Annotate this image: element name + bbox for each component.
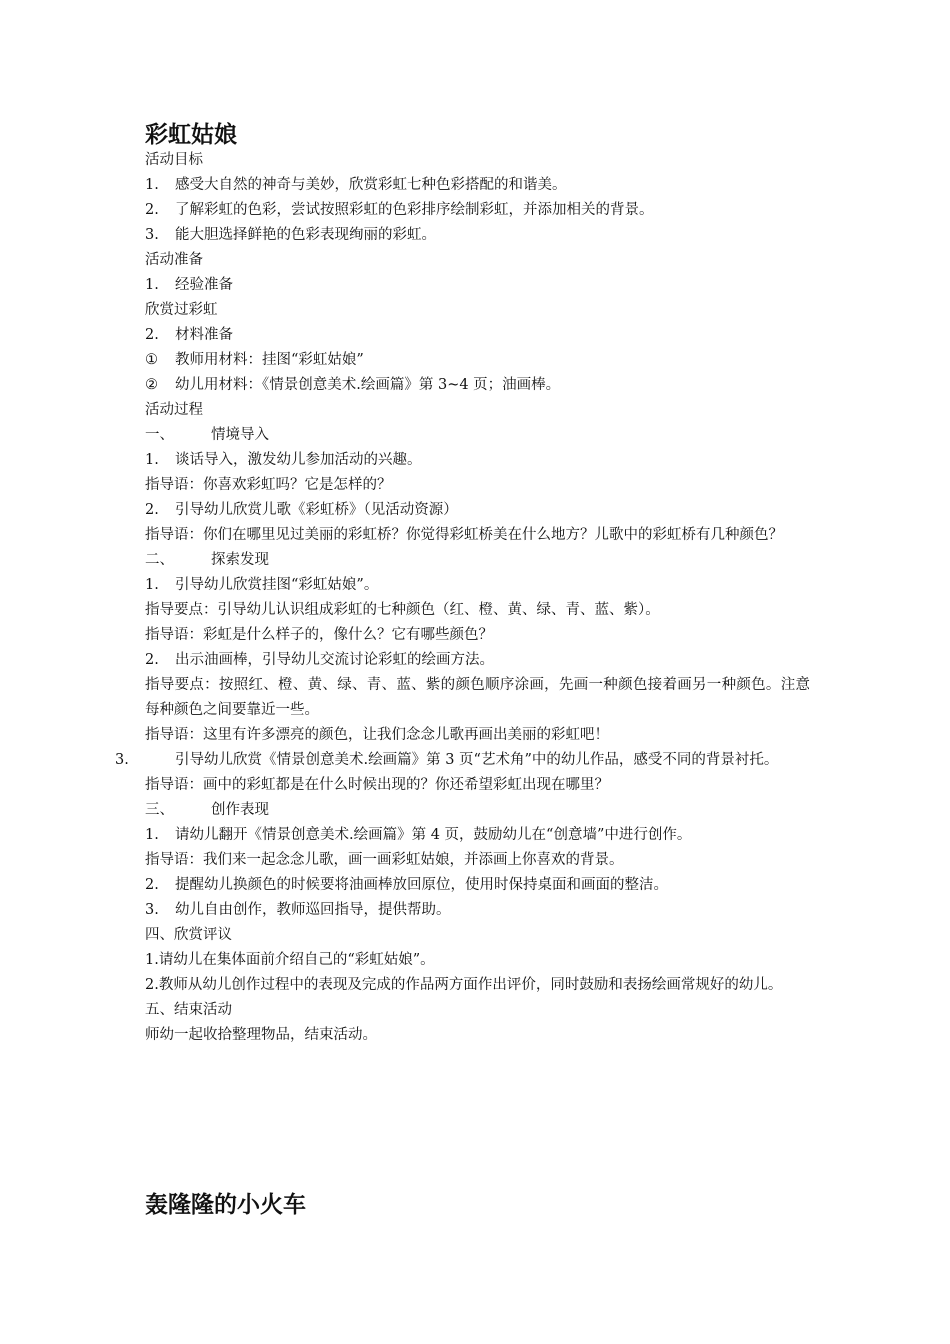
prep-detail: 欣赏过彩虹 — [145, 302, 218, 318]
process-item: 3. 幼儿自由创作，教师巡回指导，提供帮助。 — [145, 902, 451, 918]
guidance-text: 指导语：彩虹是什么样子的，像什么？它有哪些颜色？ — [145, 627, 493, 643]
section-heading-prep: 活动准备 — [145, 252, 203, 268]
material-item: ② 幼儿用材料：《情景创意美术.绘画篇》第 3~4 页；油画棒。 — [145, 377, 561, 393]
guidance-point: 指导要点：按照红、橙、黄、绿、青、蓝、紫的颜色顺序涂画，先画一种颜色接着画另一种颜色。注意每种颜色之间要靠近一些。 — [145, 677, 810, 718]
process-item: 2. 提醒幼儿换颜色的时候要将油画棒放回原位，使用时保持桌面和画面的整洁。 — [145, 877, 668, 893]
process-step-heading: 四、欣赏评议 — [145, 927, 232, 943]
guidance-text: 指导语：你们在哪里见过美丽的彩虹桥？你觉得彩虹桥美在什么地方？儿歌中的彩虹桥有几种颜色？ — [145, 527, 783, 543]
prep-item: 1. 经验准备 — [145, 277, 233, 293]
process-item: 2. 出示油画棒，引导幼儿交流讨论彩虹的绘画方法。 — [145, 652, 494, 668]
document-title: 彩虹姑娘 — [145, 122, 237, 148]
process-item: 1. 请幼儿翻开《情景创意美术.绘画篇》第 4 页，鼓励幼儿在“创意墙”中进行创作。 — [145, 827, 692, 843]
process-step-heading: 三、 创作表现 — [145, 802, 269, 818]
process-item: 2. 引导幼儿欣赏儿歌《彩虹桥》（见活动资源） — [145, 502, 458, 518]
goal-item: 2. 了解彩虹的色彩，尝试按照彩虹的色彩排序绘制彩虹，并添加相关的背景。 — [145, 202, 654, 218]
guidance-point: 指导要点：引导幼儿认识组成彩虹的七种颜色（红、橙、黄、绿、青、蓝、紫）。 — [145, 602, 660, 618]
document-body — [115, 148, 810, 1048]
process-step-heading: 五、结束活动 — [145, 1002, 232, 1018]
process-item: 师幼一起收拾整理物品，结束活动。 — [145, 1027, 377, 1043]
goal-item: 1. 感受大自然的神奇与美妙，欣赏彩虹七种色彩搭配的和谐美。 — [145, 177, 567, 193]
process-step-heading: 二、 探索发现 — [145, 552, 269, 568]
next-document-title: 轰隆隆的小火车 — [145, 1192, 306, 1218]
section-heading-process: 活动过程 — [145, 402, 203, 418]
process-item: 1. 引导幼儿欣赏挂图“彩虹姑娘”。 — [145, 577, 379, 593]
goal-item: 3. 能大胆选择鲜艳的色彩表现绚丽的彩虹。 — [145, 227, 436, 243]
process-item: 1. 谈话导入，激发幼儿参加活动的兴趣。 — [145, 452, 422, 468]
process-item: 1.请幼儿在集体面前介绍自己的“彩虹姑娘”。 — [145, 952, 435, 968]
material-item: ① 教师用材料：挂图“彩虹姑娘” — [145, 352, 364, 368]
guidance-text: 指导语：你喜欢彩虹吗？它是怎样的？ — [145, 477, 392, 493]
section-heading-goals: 活动目标 — [145, 152, 203, 168]
process-item: 2.教师从幼儿创作过程中的表现及完成的作品两方面作出评价，同时鼓励和表扬绘画常规好的幼儿。 — [145, 977, 783, 993]
guidance-text: 指导语：画中的彩虹都是在什么时候出现的？你还希望彩虹出现在哪里？ — [145, 777, 609, 793]
guidance-text: 指导语：我们来一起念念儿歌，画一画彩虹姑娘，并添画上你喜欢的背景。 — [145, 852, 624, 868]
guidance-text: 指导语：这里有许多漂亮的颜色，让我们念念儿歌再画出美丽的彩虹吧！ — [145, 727, 609, 743]
process-step-heading: 一、 情境导入 — [145, 427, 269, 443]
prep-item: 2. 材料准备 — [145, 327, 233, 343]
process-item: 3. 引导幼儿欣赏《情景创意美术.绘画篇》第 3 页“艺术角”中的幼儿作品，感受不同的背景衬托。 — [115, 752, 779, 768]
